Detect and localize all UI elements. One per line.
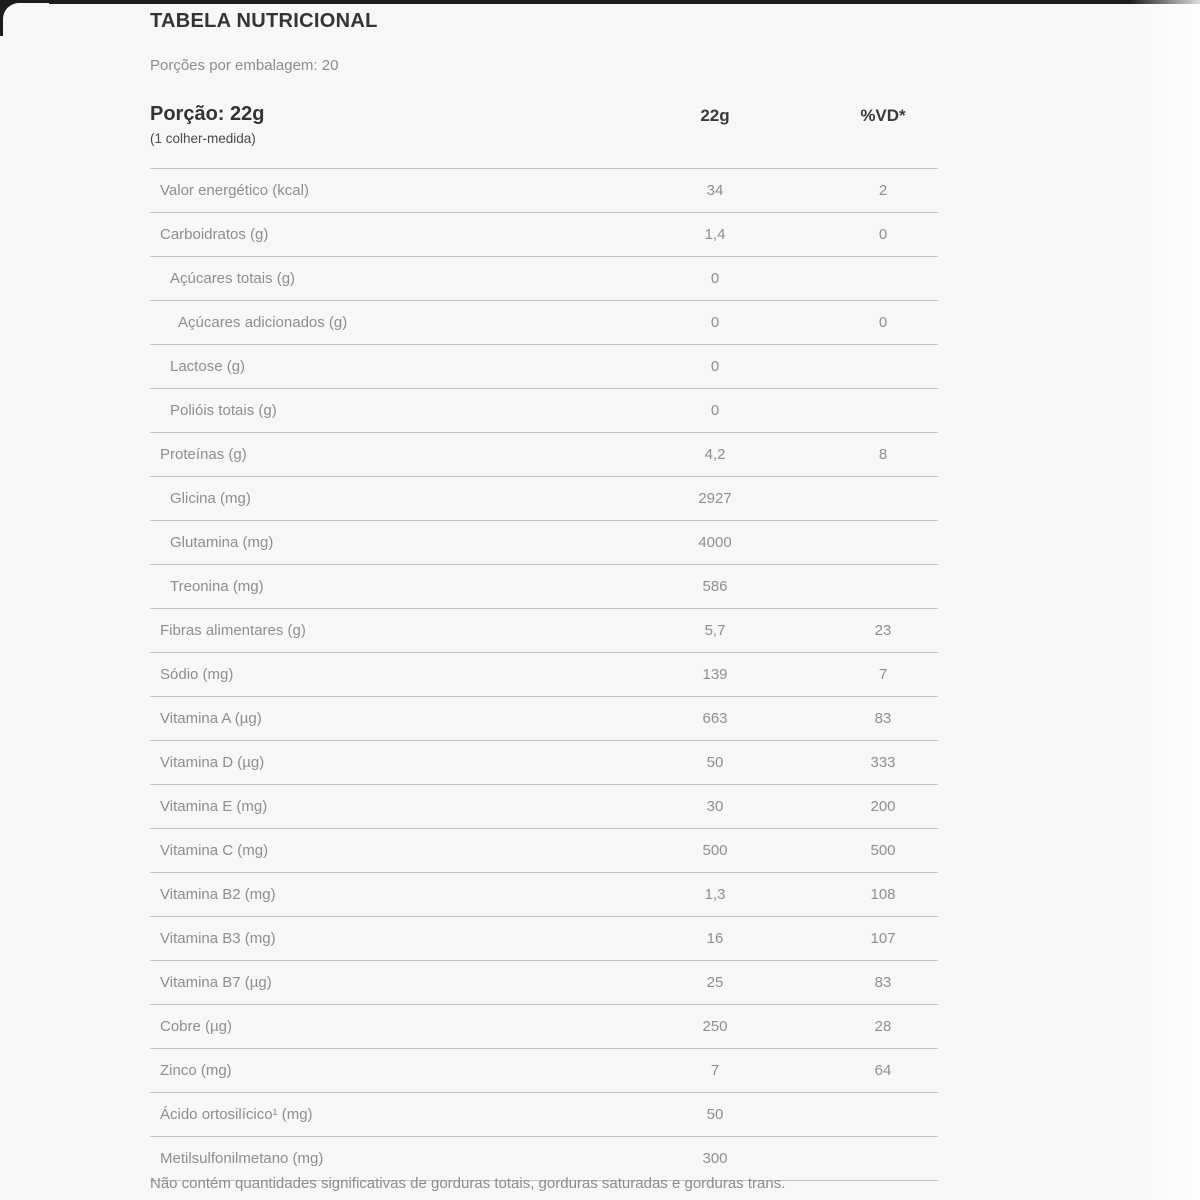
card-top-edge [0,0,1200,4]
nutrient-label: Treonina (mg) [170,578,264,595]
nutrient-dv: 83 [874,710,892,727]
nutrient-dv: 83 [874,974,892,991]
nutrient-label: Vitamina D (µg) [160,754,265,771]
nutrient-label: Zinco (mg) [160,1062,232,1079]
nutrient-label: Fibras alimentares (g) [160,622,306,639]
nutrient-dv: 500 [870,842,896,859]
serving-size-block [150,103,640,146]
nutrient-amount: 500 [702,842,728,859]
nutrient-amount: 250 [702,1018,728,1035]
nutrient-amount: 4000 [698,534,732,551]
nutrient-label: Valor energético (kcal) [160,182,309,199]
table-row [150,344,938,388]
servings-per-package: Porções por embalagem: 20 [150,57,339,74]
nutrient-dv: 8 [878,446,888,463]
nutrient-label: Vitamina E (mg) [160,798,268,815]
table-row [150,432,938,476]
nutrient-label: Vitamina C (mg) [160,842,269,859]
footer-note: Não contém quantidades significativas de gorduras totais, gorduras saturadas e gorduras trans. [150,1175,786,1192]
table-row [150,256,938,300]
nutrient-amount: 586 [702,578,728,595]
serving-size-label: Porção: 22g [150,103,265,125]
nutrient-dv: 7 [878,666,888,683]
nutrient-dv: 107 [870,930,896,947]
card-rounded-corner [3,3,49,49]
nutrient-amount: 0 [710,358,720,375]
table-row [150,652,938,696]
nutrition-table [150,168,938,1181]
table-row [150,476,938,520]
nutrient-dv: 0 [878,226,888,243]
nutrient-dv: 28 [874,1018,892,1035]
table-row [150,828,938,872]
nutrient-label: Vitamina B3 (mg) [160,930,276,947]
table-row [150,1092,938,1136]
nutrient-label: Ácido ortosilícico¹ (mg) [160,1106,313,1123]
card-right-highlight [1130,0,1200,1200]
nutrient-amount: 0 [710,402,720,419]
nutrient-amount: 0 [710,270,720,287]
page-title: TABELA NUTRICIONAL [150,10,378,32]
table-row [150,872,938,916]
nutrient-label: Carboidratos (g) [160,226,269,243]
nutrient-amount: 0 [710,314,720,331]
nutrient-label: Glutamina (mg) [170,534,274,551]
column-header-amount: 22g [700,106,730,125]
table-row [150,608,938,652]
table-row [150,564,938,608]
nutrient-dv: 200 [870,798,896,815]
table-row [150,388,938,432]
nutrient-label: Açúcares totais (g) [170,270,296,287]
nutrient-label: Vitamina B2 (mg) [160,886,276,903]
nutrient-label: Glicina (mg) [170,490,251,507]
table-row [150,212,938,256]
nutrient-dv: 23 [874,622,892,639]
table-row [150,740,938,784]
nutrient-amount: 663 [702,710,728,727]
nutrient-amount: 34 [706,182,724,199]
serving-measure-note: (1 colher-medida) [150,131,256,146]
nutrient-amount: 25 [706,974,724,991]
nutrient-label: Metilsulfonilmetano (mg) [160,1150,324,1167]
table-row [150,916,938,960]
nutrient-amount: 2927 [698,490,732,507]
nutrient-amount: 50 [706,1106,724,1123]
nutrient-amount: 1,4 [704,226,726,243]
nutrient-amount: 30 [706,798,724,815]
column-header-dv: %VD* [860,106,906,125]
nutrient-amount: 1,3 [704,886,726,903]
table-row [150,696,938,740]
table-row [150,300,938,344]
nutrient-amount: 7 [710,1062,720,1079]
nutrient-label: Vitamina B7 (µg) [160,974,272,991]
nutrient-dv: 64 [874,1062,892,1079]
nutrient-amount: 50 [706,754,724,771]
nutrient-dv: 0 [878,314,888,331]
nutrient-label: Açúcares adicionados (g) [178,314,348,331]
nutrient-label: Polióis totais (g) [170,402,277,419]
nutrient-label: Proteínas (g) [160,446,247,463]
nutrient-amount: 16 [706,930,724,947]
nutrient-amount: 5,7 [704,622,726,639]
table-row [150,520,938,564]
nutrient-amount: 300 [702,1150,728,1167]
nutrient-dv: 2 [878,182,888,199]
nutrient-label: Sódio (mg) [160,666,234,683]
nutrient-label: Lactose (g) [170,358,246,375]
nutrient-dv: 333 [870,754,896,771]
table-row [150,1048,938,1092]
table-row [150,960,938,1004]
nutrient-amount: 4,2 [704,446,726,463]
nutrient-label: Vitamina A (µg) [160,710,262,727]
table-row [150,1004,938,1048]
nutrient-amount: 139 [702,666,728,683]
nutrient-dv: 108 [870,886,896,903]
table-row [150,168,938,212]
table-header-row [150,103,938,146]
nutrient-label: Cobre (µg) [160,1018,232,1035]
table-row [150,784,938,828]
